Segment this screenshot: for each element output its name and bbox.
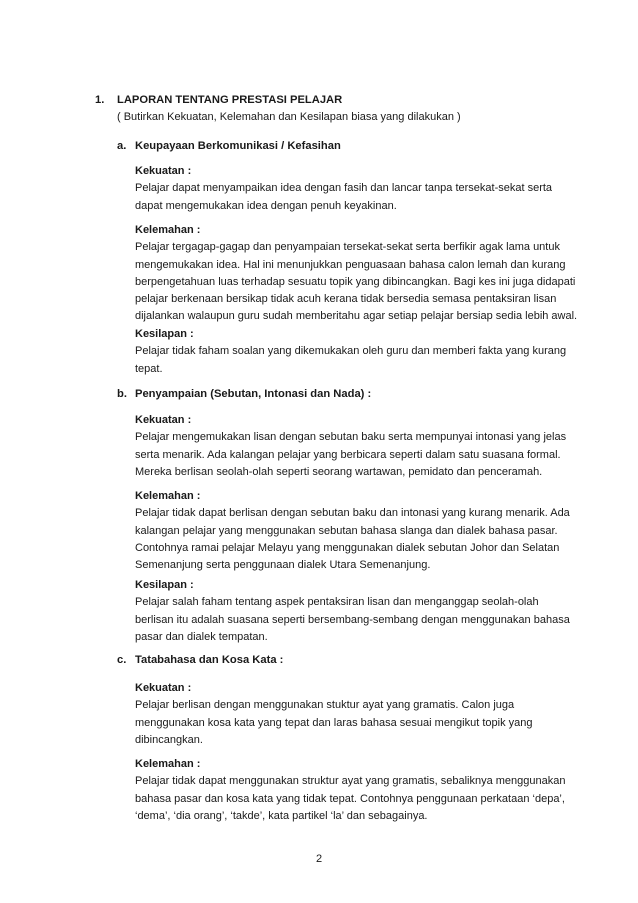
block-label: Kesilapan : <box>135 579 194 591</box>
paragraph-line: Pelajar tergagap-gagap dan penyampaian tersekat-sekat serta berfikir agak lama untuk <box>135 241 560 254</box>
paragraph-line: Pelajar berlisan dengan menggunakan stuktur ayat yang gramatis. Calon juga <box>135 699 515 712</box>
kelemahan-block-b <box>135 488 575 574</box>
page-number: 2 <box>315 853 323 865</box>
section-number: 1. <box>95 94 105 106</box>
section-heading <box>95 94 342 106</box>
paragraph-line: Pelajar dapat menyampaikan idea dengan fasih dan lancar tanpa tersekat-sekat serta <box>135 182 553 195</box>
subsection-heading-c <box>117 654 283 666</box>
kekuatan-block-b <box>135 412 575 481</box>
paragraph-line: Semenanjung serta penggunaan dialek Utara Semenanjung. <box>135 559 431 572</box>
block-label: Kelemahan : <box>135 490 201 502</box>
section-title: LAPORAN TENTANG PRESTASI PELAJAR <box>117 94 343 106</box>
paragraph-line: ‘dema’, ‘dia orang’, ‘takde’, kata partikel ‘la’ dan sebagainya. <box>135 809 428 822</box>
subsection-heading-b <box>117 388 371 400</box>
block-label: Kekuatan : <box>135 682 192 694</box>
paragraph-line: berpengetahuan luas terhadap sesuatu topik yang dibincangkan. Bagi kes ini juga didapati <box>135 275 576 288</box>
section-subtitle: ( Butirkan Kekuatan, Kelemahan dan Kesilapan biasa yang dilakukan ) <box>117 111 461 123</box>
paragraph-line: menggunakan kosa kata yang tepat dan laras bahasa sesuai mengikut topik yang <box>135 716 533 729</box>
kelemahan-block-a <box>135 222 578 326</box>
subsection-letter: b. <box>117 388 127 400</box>
subsection-title: Tatabahasa dan Kosa Kata : <box>135 654 284 666</box>
paragraph-line: Pelajar tidak faham soalan yang dikemukakan oleh guru dan memberi fakta yang kurang <box>135 345 567 358</box>
kelemahan-block-c <box>135 756 575 825</box>
subsection-title: Keupayaan Berkomunikasi / Kefasihan <box>135 140 341 152</box>
kesilapan-block-b <box>135 577 575 646</box>
subsection-title: Penyampaian (Sebutan, Intonasi dan Nada) : <box>135 388 372 400</box>
paragraph-line: serta menarik. Ada kalangan pelajar yang berbicara seperti dalam satu suasana formal. <box>135 448 561 461</box>
paragraph-line: Mereka berlisan seolah-olah seperti seorang wartawan, pemidato dan penceramah. <box>135 465 543 478</box>
paragraph-line: kalangan pelajar yang menggunakan sebutan bahasa slanga dan dialek bahasa pasar. <box>135 524 558 537</box>
block-label: Kekuatan : <box>135 165 192 177</box>
block-label: Kelemahan : <box>135 224 201 236</box>
paragraph-line: mengemukakan idea. Hal ini menunjukkan penguasaan bahasa calon lemah dan kurang <box>135 258 566 271</box>
kesilapan-block-a <box>135 326 575 378</box>
subsection-letter: a. <box>117 140 127 152</box>
paragraph-line: dibincangkan. <box>135 733 203 746</box>
paragraph-line: tepat. <box>135 362 163 375</box>
paragraph-line: pelajar berkenaan bersikap tidak acuh kerana tidak bersedia semasa pentaksiran lisan <box>135 293 557 306</box>
paragraph-line: Pelajar mengemukakan lisan dengan sebutan baku serta mempunyai intonasi yang jelas <box>135 431 567 444</box>
subsection-heading-a <box>117 140 341 152</box>
block-label: Kekuatan : <box>135 414 192 426</box>
paragraph-line: bahasa pasar dan kosa kata yang tidak tepat. Contohnya penggunaan perkataan ‘depa’, <box>135 792 565 805</box>
paragraph-line: Pelajar tidak dapat menggunakan struktur ayat yang gramatis, sebaliknya menggunakan <box>135 775 566 788</box>
block-label: Kelemahan : <box>135 758 201 770</box>
kekuatan-block-a <box>135 163 575 215</box>
paragraph-line: Contohnya ramai pelajar Melayu yang menggunakan dialek sebutan Johor dan Selatan <box>135 541 560 554</box>
paragraph-line: Pelajar salah faham tentang aspek pentaksiran lisan dan menganggap seolah-olah <box>135 596 539 609</box>
paragraph-line: dijalankan walaupun guru sudah memberitahu agar setiap pelajar bersiap sedia lebih awal. <box>135 310 578 323</box>
paragraph-line: pasar dan dialek tempatan. <box>135 630 268 643</box>
paragraph-line: dapat mengemukakan idea dengan penuh keyakinan. <box>135 199 397 212</box>
paragraph-line: Pelajar tidak dapat berlisan dengan sebutan baku dan intonasi yang kurang menarik. Ada <box>135 507 570 520</box>
subsection-letter: c. <box>117 654 127 666</box>
block-label: Kesilapan : <box>135 328 194 340</box>
paragraph-line: berlisan itu adalah suasana seperti bersembang-sembang dengan menggunakan bahasa <box>135 613 570 626</box>
kekuatan-block-c <box>135 680 575 749</box>
